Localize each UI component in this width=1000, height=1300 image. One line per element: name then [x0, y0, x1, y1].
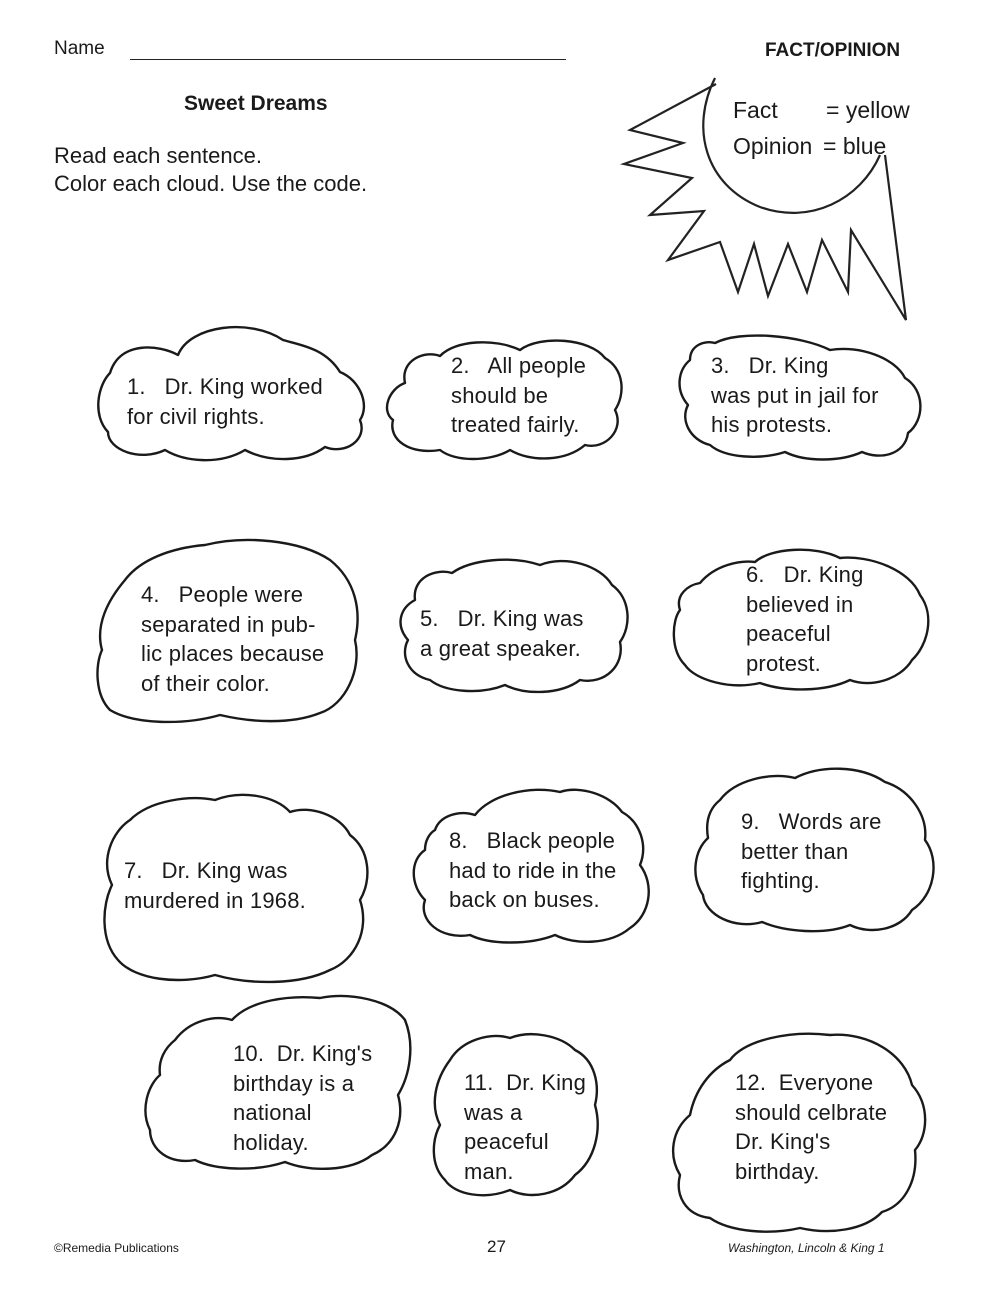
cloud-statement-1: 1. Dr. King worked for civil rights. [127, 374, 323, 429]
cloud-statement-5: 5. Dr. King was a great speaker. [420, 606, 584, 661]
cloud-statement-7: 7. Dr. King was murdered in 1968. [124, 858, 306, 913]
topic-label: FACT/OPINION [765, 40, 901, 61]
book-title: Washington, Lincoln & King 1 [728, 1241, 885, 1255]
publisher-credit: ©Remedia Publications [54, 1241, 179, 1255]
legend-fact-label: Fact [733, 97, 778, 123]
instruction-line-2: Color each cloud. Use the code. [54, 171, 368, 196]
cloud-statement-12: 12. Everyone should celbrate Dr. King's birthday. [735, 1070, 888, 1184]
cloud-statement-2: 2. All people should be treated fairly. [451, 353, 587, 437]
name-label: Name [54, 38, 105, 59]
cloud-statement-9: 9. Words are better than fighting. [741, 809, 882, 893]
cloud-statement-3: 3. Dr. King was put in jail for his protests. [711, 353, 879, 437]
legend-fact-value: = yellow [826, 97, 910, 123]
instruction-line-1: Read each sentence. [54, 143, 262, 168]
cloud-statement-10: 10. Dr. King's birthday is a national holiday. [233, 1041, 373, 1155]
page-number: 27 [487, 1237, 506, 1256]
legend-opinion-value: = blue [823, 133, 887, 159]
cloud-statement-6: 6. Dr. King believed in peaceful protest. [746, 562, 864, 676]
cloud-statement-11: 11. Dr. King was a peaceful man. [464, 1070, 587, 1184]
cloud-statement-4: 4. People were separated in pub- lic places because of their color. [141, 582, 325, 696]
legend-opinion-label: Opinion [733, 133, 813, 159]
worksheet-title: Sweet Dreams [184, 92, 328, 115]
cloud-statement-8: 8. Black people had to ride in the back on buses. [449, 828, 617, 912]
